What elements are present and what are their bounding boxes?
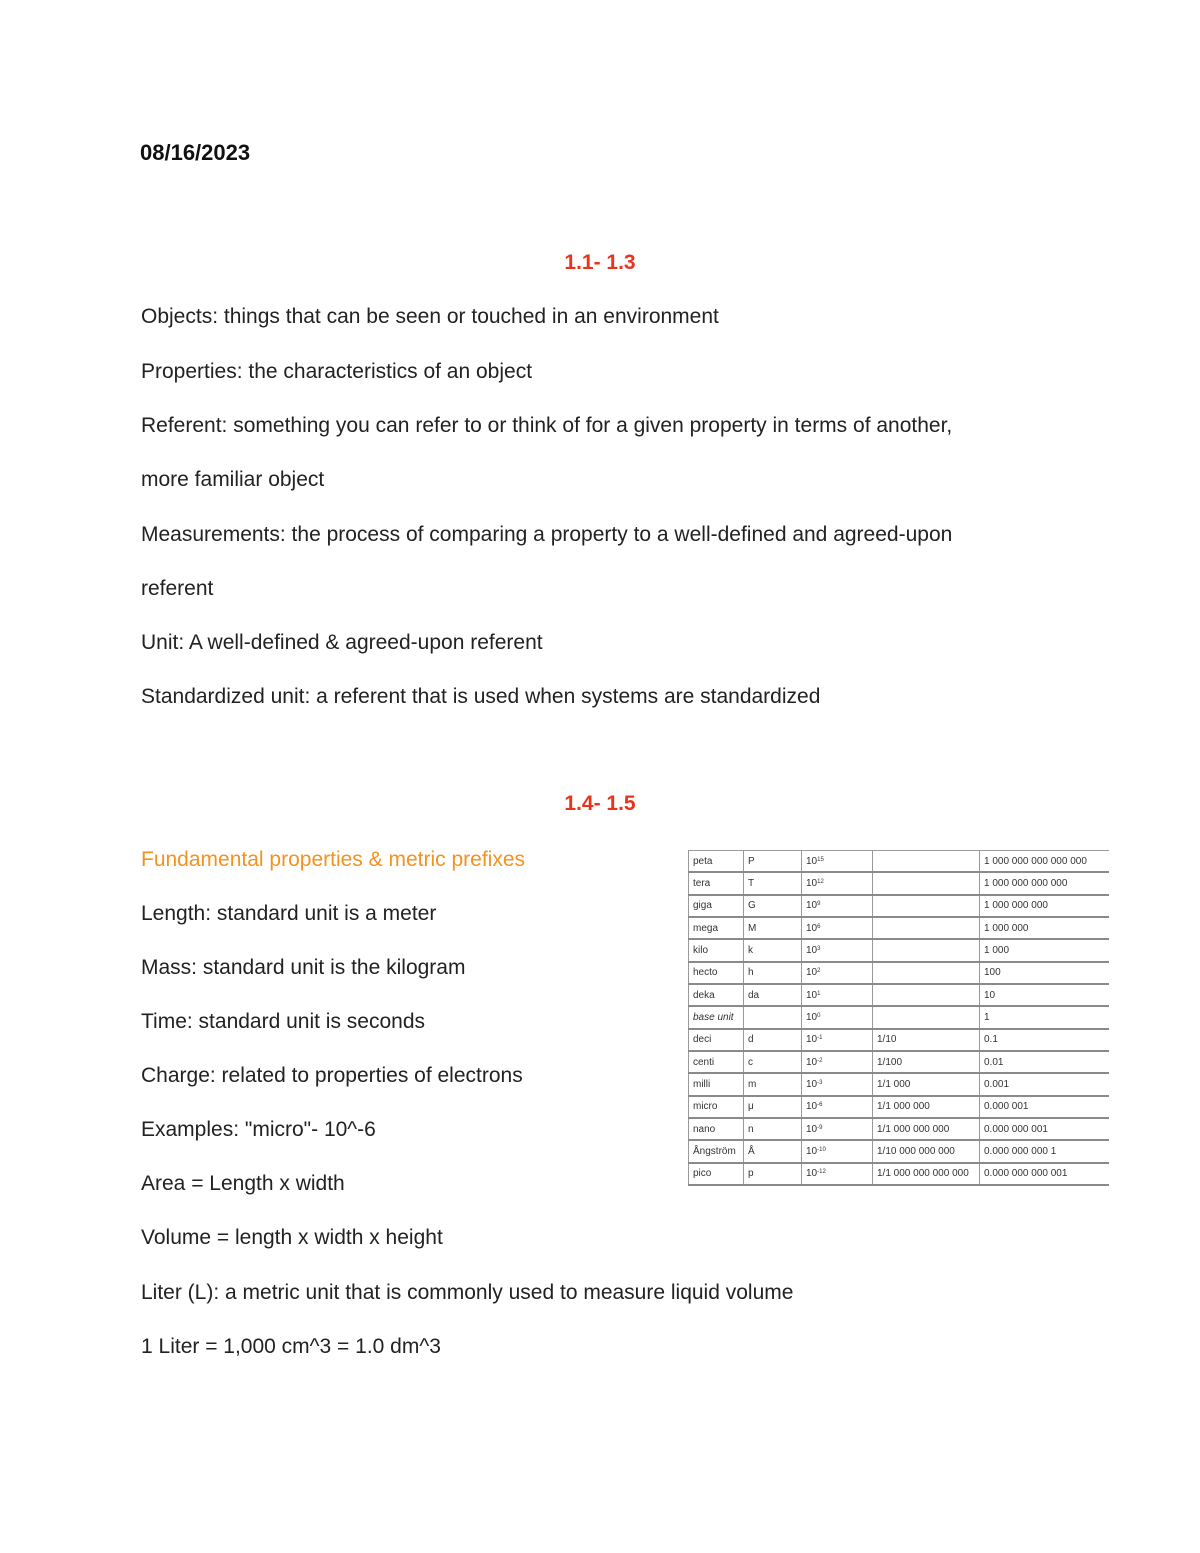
- decimal-value-cell: 10: [980, 984, 1109, 1006]
- prefix-symbol-cell: n: [744, 1118, 802, 1140]
- power-base: 10: [806, 967, 818, 979]
- prefix-symbol-cell: [744, 1006, 802, 1028]
- definition-referent-continued: more familiar object: [141, 468, 325, 491]
- prefix-name-cell: micro: [689, 1096, 744, 1118]
- prefix-symbol-cell: h: [744, 962, 802, 984]
- note-area: Area = Length x width: [141, 1172, 345, 1195]
- power-of-ten-cell: [802, 962, 873, 984]
- decimal-value-cell: 1 000 000 000 000: [980, 872, 1109, 894]
- prefix-symbol-cell: d: [744, 1029, 802, 1051]
- decimal-value-cell: 1 000 000 000: [980, 895, 1109, 917]
- power-base: 10: [806, 1145, 818, 1157]
- power-exponent: -1: [817, 1035, 823, 1042]
- prefix-name-cell: kilo: [689, 939, 744, 961]
- definition-unit: Unit: A well-defined & agreed-upon referent: [141, 631, 543, 654]
- power-exponent: 3: [817, 945, 821, 952]
- power-base: 10: [806, 877, 818, 889]
- table-row: [689, 984, 1109, 1006]
- note-time: Time: standard unit is seconds: [141, 1010, 426, 1033]
- note-liter: Liter (L): a metric unit that is commonly used to measure liquid volume: [141, 1281, 794, 1304]
- power-of-ten-cell: [802, 1073, 873, 1095]
- fraction-cell: 1/1 000 000 000 000: [873, 1163, 980, 1185]
- power-of-ten-cell: [802, 872, 873, 894]
- power-exponent: 2: [817, 968, 821, 975]
- table-row: [689, 872, 1109, 894]
- power-of-ten-cell: [802, 917, 873, 939]
- note-length: Length: standard unit is a meter: [141, 902, 437, 925]
- prefix-symbol-cell: da: [744, 984, 802, 1006]
- power-base: 10: [806, 1011, 818, 1023]
- decimal-value-cell: 0.001: [980, 1073, 1109, 1095]
- decimal-value-cell: 0.000 000 000 001: [980, 1163, 1109, 1185]
- power-base: 10: [806, 1078, 818, 1090]
- prefix-symbol-cell: M: [744, 917, 802, 939]
- prefix-symbol-cell: G: [744, 895, 802, 917]
- power-of-ten-cell: [802, 1163, 873, 1185]
- decimal-value-cell: 1: [980, 1006, 1109, 1028]
- decimal-value-cell: 100: [980, 962, 1109, 984]
- table-row: [689, 1029, 1109, 1051]
- metric-prefix-table: [688, 850, 1109, 1186]
- prefix-name-cell: tera: [689, 872, 744, 894]
- fraction-cell: 1/100: [873, 1051, 980, 1073]
- fraction-cell: 1/10 000 000 000: [873, 1140, 980, 1162]
- note-charge: Charge: related to properties of electrons: [141, 1064, 523, 1087]
- prefix-symbol-cell: Å: [744, 1140, 802, 1162]
- prefix-name-cell: hecto: [689, 962, 744, 984]
- fraction-cell: 1/1 000: [873, 1073, 980, 1095]
- power-exponent: 6: [817, 923, 821, 930]
- table-row: [689, 1118, 1109, 1140]
- power-exponent: -2: [817, 1057, 823, 1064]
- prefix-symbol-cell: k: [744, 939, 802, 961]
- fraction-cell: [873, 872, 980, 894]
- prefix-name-cell: giga: [689, 895, 744, 917]
- fraction-cell: [873, 962, 980, 984]
- prefix-name-cell: centi: [689, 1051, 744, 1073]
- power-exponent: 15: [817, 856, 824, 863]
- table-row: [689, 1163, 1109, 1185]
- metric-prefix-table-body: [689, 851, 1109, 1186]
- table-row: [689, 962, 1109, 984]
- power-base: 10: [806, 855, 818, 867]
- decimal-value-cell: 1 000 000: [980, 917, 1109, 939]
- power-base: 10: [806, 1056, 818, 1068]
- fraction-cell: 1/10: [873, 1029, 980, 1051]
- definition-referent: Referent: something you can refer to or think of for a given property in terms of another,: [141, 414, 953, 437]
- power-of-ten-cell: [802, 939, 873, 961]
- power-base: 10: [806, 944, 818, 956]
- power-exponent: 12: [817, 878, 824, 885]
- definition-standardized-unit: Standardized unit: a referent that is used when systems are standardized: [141, 685, 821, 708]
- fraction-cell: [873, 1006, 980, 1028]
- decimal-value-cell: 0.000 000 001: [980, 1118, 1109, 1140]
- definition-properties: Properties: the characteristics of an object: [141, 360, 533, 383]
- note-volume: Volume = length x width x height: [141, 1226, 443, 1249]
- prefix-symbol-cell: p: [744, 1163, 802, 1185]
- table-row: [689, 939, 1109, 961]
- prefix-name-cell: deka: [689, 984, 744, 1006]
- prefix-name-cell: pico: [689, 1163, 744, 1185]
- note-examples: Examples: "micro"- 10^-6: [141, 1118, 376, 1141]
- power-base: 10: [806, 1101, 818, 1113]
- power-exponent: -6: [817, 1102, 823, 1109]
- power-base: 10: [806, 1168, 818, 1180]
- power-of-ten-cell: [802, 1051, 873, 1073]
- prefix-name-cell: base unit: [689, 1006, 744, 1028]
- power-of-ten-cell: [802, 984, 873, 1006]
- power-base: 10: [806, 1123, 818, 1135]
- definition-measurements-continued: referent: [141, 577, 214, 600]
- power-exponent: 9: [817, 901, 821, 908]
- power-exponent: -9: [817, 1124, 823, 1131]
- power-base: 10: [806, 989, 818, 1001]
- definition-measurements: Measurements: the process of comparing a property to a well-defined and agreed-upon: [141, 523, 953, 546]
- table-row: [689, 1051, 1109, 1073]
- decimal-value-cell: 0.1: [980, 1029, 1109, 1051]
- power-of-ten-cell: [802, 895, 873, 917]
- power-exponent: 0: [817, 1012, 821, 1019]
- fraction-cell: 1/1 000 000: [873, 1096, 980, 1118]
- fraction-cell: [873, 939, 980, 961]
- table-row: [689, 851, 1109, 873]
- power-of-ten-cell: [802, 1140, 873, 1162]
- prefix-symbol-cell: m: [744, 1073, 802, 1095]
- power-of-ten-cell: [802, 1029, 873, 1051]
- decimal-value-cell: 0.01: [980, 1051, 1109, 1073]
- table-row: [689, 895, 1109, 917]
- prefix-name-cell: deci: [689, 1029, 744, 1051]
- prefix-symbol-cell: T: [744, 872, 802, 894]
- prefix-symbol-cell: P: [744, 851, 802, 873]
- prefix-symbol-cell: μ: [744, 1096, 802, 1118]
- prefix-name-cell: mega: [689, 917, 744, 939]
- section-subheading: Fundamental properties & metric prefixes: [141, 848, 525, 871]
- fraction-cell: 1/1 000 000 000: [873, 1118, 980, 1140]
- decimal-value-cell: 1 000: [980, 939, 1109, 961]
- definition-objects: Objects: things that can be seen or touched in an environment: [141, 305, 719, 328]
- section-heading-1: 1.1- 1.3: [564, 251, 636, 274]
- prefix-name-cell: nano: [689, 1118, 744, 1140]
- prefix-name-cell: Ångström: [689, 1140, 744, 1162]
- power-of-ten-cell: [802, 851, 873, 873]
- power-of-ten-cell: [802, 1006, 873, 1028]
- power-of-ten-cell: [802, 1096, 873, 1118]
- prefix-name-cell: milli: [689, 1073, 744, 1095]
- power-exponent: -12: [817, 1169, 826, 1176]
- table-row: [689, 1140, 1109, 1162]
- fraction-cell: [873, 895, 980, 917]
- table-row: [689, 1096, 1109, 1118]
- fraction-cell: [873, 917, 980, 939]
- power-of-ten-cell: [802, 1118, 873, 1140]
- note-liter-conversion: 1 Liter = 1,000 cm^3 = 1.0 dm^3: [141, 1335, 441, 1358]
- power-exponent: -10: [817, 1146, 826, 1153]
- fraction-cell: [873, 984, 980, 1006]
- section-heading-2: 1.4- 1.5: [564, 792, 636, 815]
- power-exponent: 1: [817, 990, 821, 997]
- document-date: 08/16/2023: [140, 140, 251, 165]
- prefix-symbol-cell: c: [744, 1051, 802, 1073]
- prefix-name-cell: peta: [689, 851, 744, 873]
- note-mass: Mass: standard unit is the kilogram: [141, 956, 466, 979]
- power-base: 10: [806, 900, 818, 912]
- power-exponent: -3: [817, 1079, 823, 1086]
- table-row: [689, 1073, 1109, 1095]
- decimal-value-cell: 0.000 000 000 1: [980, 1140, 1109, 1162]
- table-row: [689, 917, 1109, 939]
- decimal-value-cell: 0.000 001: [980, 1096, 1109, 1118]
- power-base: 10: [806, 1034, 818, 1046]
- table-row: [689, 1006, 1109, 1028]
- decimal-value-cell: 1 000 000 000 000 000: [980, 851, 1109, 873]
- fraction-cell: [873, 851, 980, 873]
- power-base: 10: [806, 922, 818, 934]
